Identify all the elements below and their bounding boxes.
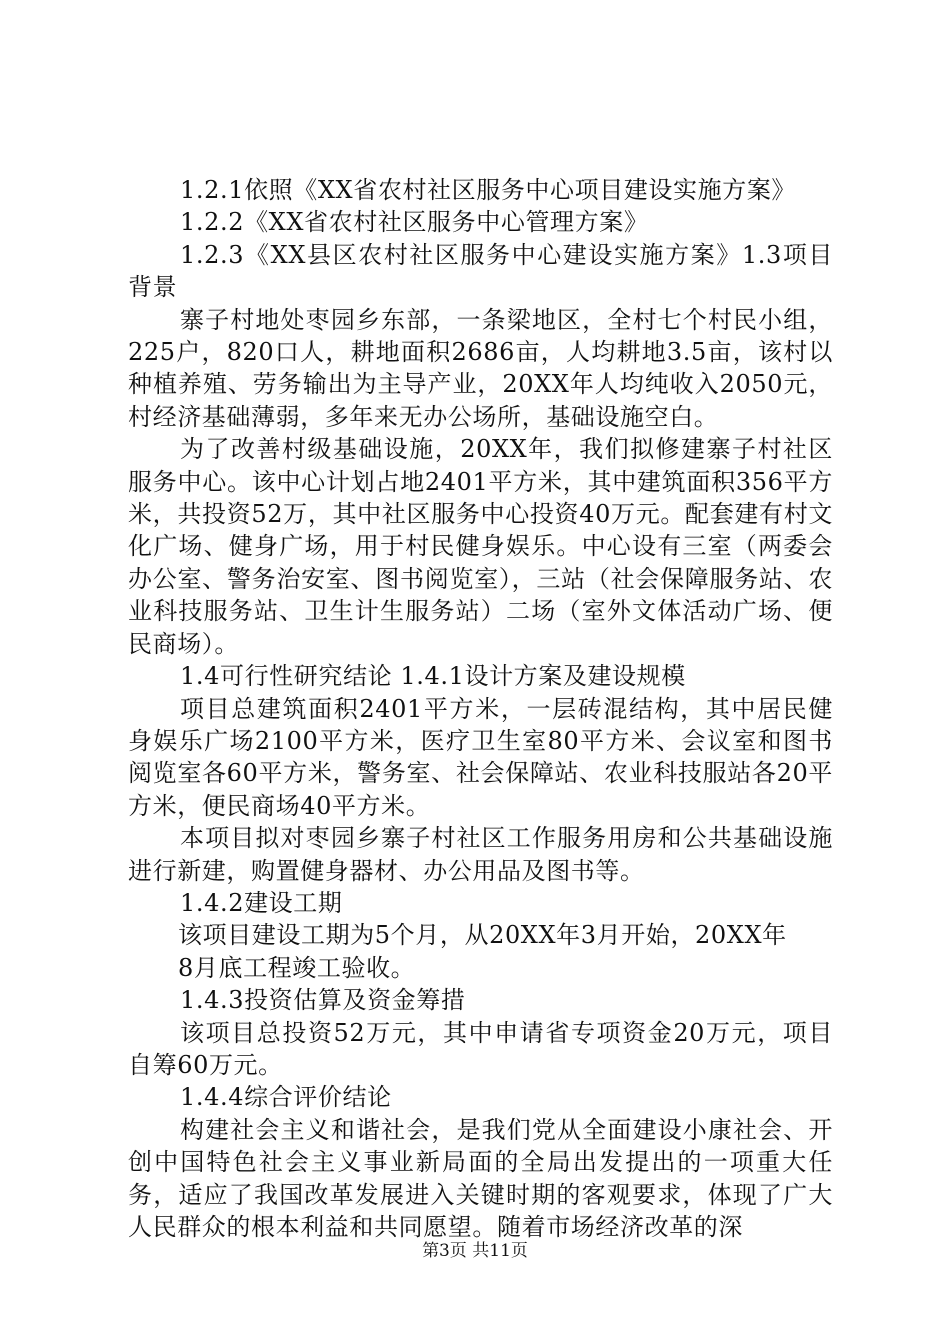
paragraph-1-2-1: 1.2.1依照《XX省农村社区服务中心项目建设实施方案》 bbox=[180, 176, 797, 204]
paragraph-schedule-line-1: 该项目建设工期为5个月，从20XX年3月开始，20XX年 bbox=[178, 921, 787, 950]
paragraph-village-overview: 寨子村地处枣园乡东部，一条梁地区，全村七个村民小组，225户，820口人，耕地面积2686亩，人均耕地3.5亩，该村以种植养殖、劳务输出为主导产业，20XX年人均纯收入2050元，村经济基础薄弱，多年来无办公场所，基础设施空白。 bbox=[128, 305, 833, 431]
heading-1-4: 1.4可行性研究结论 1.4.1设计方案及建设规模 bbox=[180, 662, 686, 691]
document-body bbox=[128, 174, 833, 1243]
page-number-footer: 第3页 共11页 bbox=[422, 1241, 528, 1261]
paragraph-investment: 该项目总投资52万元，其中申请省专项资金20万元，项目自筹60万元。 bbox=[128, 1018, 833, 1079]
paragraph-1-2-3: 1.2.3《XX县区农村社区服务中心建设实施方案》1.3项目背景 bbox=[128, 240, 833, 302]
paragraph-building-scale: 项目总建筑面积2401平方米，一层砖混结构，其中居民健身娱乐广场2100平方米，医疗卫生室80平方米、会议室和图书阅览室各60平方米，警务室、社会保障站、农业科技服站各20平方米，便民商场40平方米。 bbox=[128, 694, 833, 820]
heading-1-4-3: 1.4.3投资估算及资金筹措 bbox=[180, 986, 466, 1015]
heading-1-4-2: 1.4.2建设工期 bbox=[180, 888, 343, 917]
paragraph-construction-scope: 本项目拟对枣园乡寨子村社区工作服务用房和公共基础设施进行新建，购置健身器材、办公用品及图书等。 bbox=[128, 824, 833, 885]
paragraph-schedule-line-2: 8月底工程竣工验收。 bbox=[178, 953, 416, 982]
paragraph-service-center-plan: 为了改善村级基础设施，20XX年，我们拟修建寨子村社区服务中心。该中心计划占地2401平方米，其中建筑面积356平方米，共投资52万，其中社区服务中心投资40万元。配套建有村文化广场、健身广场，用于村民健身娱乐。中心设有三室（两委会办公室、警务治安室、图书阅览室），三站（社会保障服务站、农业科技服务站、卫生计生服务站）二场（室外文体活动广场、便民商场）。 bbox=[128, 435, 833, 658]
paragraph-1-2-2: 1.2.2《XX省农村社区服务中心管理方案》 bbox=[180, 208, 649, 237]
paragraph-evaluation: 构建社会主义和谐社会，是我们党从全面建设小康社会、开创中国特色社会主义事业新局面的全局出发提出的一项重大任务，适应了我国改革发展进入关键时期的客观要求，体现了广大人民群众的根本利益和共同愿望。随着市场经济改革的深 bbox=[128, 1115, 833, 1241]
heading-1-4-4: 1.4.4综合评价结论 bbox=[180, 1083, 392, 1112]
